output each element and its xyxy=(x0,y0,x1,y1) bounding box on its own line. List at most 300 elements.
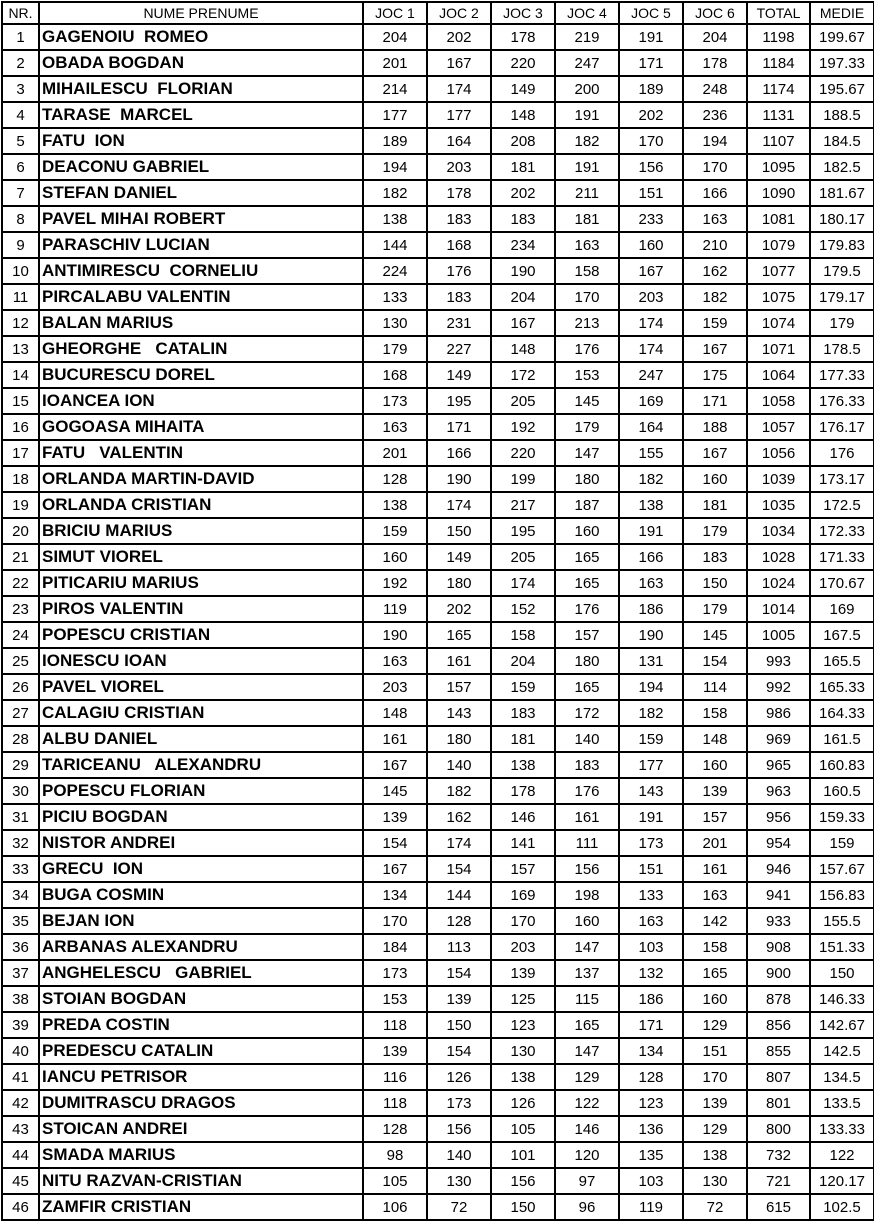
row-joc2-cell: 139 xyxy=(427,986,491,1012)
table-row xyxy=(2,908,874,934)
row-joc3-cell: 183 xyxy=(491,206,555,232)
row-name-cell: MIHAILESCU FLORIAN xyxy=(39,76,363,102)
row-joc1-cell: 173 xyxy=(363,960,427,986)
row-total-cell: 878 xyxy=(747,986,810,1012)
row-joc4-cell: 145 xyxy=(555,388,619,414)
row-joc5-cell: 163 xyxy=(619,570,683,596)
row-total-cell: 986 xyxy=(747,700,810,726)
row-joc5-cell: 164 xyxy=(619,414,683,440)
table-row xyxy=(2,388,874,414)
row-joc2-cell: 227 xyxy=(427,336,491,362)
row-medie-cell: 133.33 xyxy=(810,1116,874,1142)
row-joc3-cell: 183 xyxy=(491,700,555,726)
row-total-cell: 807 xyxy=(747,1064,810,1090)
row-total-cell: 1035 xyxy=(747,492,810,518)
row-joc3-cell: 178 xyxy=(491,778,555,804)
row-joc2-cell: 150 xyxy=(427,1012,491,1038)
row-joc1-cell: 139 xyxy=(363,804,427,830)
row-joc3-cell: 192 xyxy=(491,414,555,440)
row-name-cell: ARBANAS ALEXANDRU xyxy=(39,934,363,960)
row-joc6-cell: 158 xyxy=(683,700,747,726)
row-joc1-cell: 133 xyxy=(363,284,427,310)
row-name-cell: PAVEL VIOREL xyxy=(39,674,363,700)
row-total-cell: 1056 xyxy=(747,440,810,466)
table-row xyxy=(2,596,874,622)
row-total-cell: 856 xyxy=(747,1012,810,1038)
row-joc5-cell: 103 xyxy=(619,1168,683,1194)
row-joc6-cell: 188 xyxy=(683,414,747,440)
row-name-cell: GAGENOIU ROMEO xyxy=(39,24,363,50)
row-name-cell: PAVEL MIHAI ROBERT xyxy=(39,206,363,232)
row-joc6-cell: 170 xyxy=(683,154,747,180)
row-name-cell: GOGOASA MIHAITA xyxy=(39,414,363,440)
row-medie-cell: 180.17 xyxy=(810,206,874,232)
row-joc5-cell: 170 xyxy=(619,128,683,154)
row-joc5-cell: 167 xyxy=(619,258,683,284)
row-joc2-cell: 150 xyxy=(427,518,491,544)
row-name-cell: GRECU ION xyxy=(39,856,363,882)
row-total-cell: 969 xyxy=(747,726,810,752)
row-joc4-cell: 153 xyxy=(555,362,619,388)
row-joc2-cell: 130 xyxy=(427,1168,491,1194)
row-joc2-cell: 154 xyxy=(427,1038,491,1064)
row-total-cell: 1034 xyxy=(747,518,810,544)
row-joc4-cell: 137 xyxy=(555,960,619,986)
row-joc4-cell: 147 xyxy=(555,440,619,466)
row-nr-cell: 2 xyxy=(2,50,39,76)
row-joc3-cell: 170 xyxy=(491,908,555,934)
row-nr-cell: 37 xyxy=(2,960,39,986)
row-joc3-cell: 181 xyxy=(491,154,555,180)
row-joc2-cell: 202 xyxy=(427,596,491,622)
row-nr-cell: 15 xyxy=(2,388,39,414)
row-joc6-cell: 163 xyxy=(683,882,747,908)
row-nr-cell: 44 xyxy=(2,1142,39,1168)
row-joc4-cell: 180 xyxy=(555,466,619,492)
row-joc3-cell: 101 xyxy=(491,1142,555,1168)
row-medie-cell: 197.33 xyxy=(810,50,874,76)
row-joc2-cell: 126 xyxy=(427,1064,491,1090)
row-joc6-cell: 165 xyxy=(683,960,747,986)
row-joc2-cell: 143 xyxy=(427,700,491,726)
row-joc3-cell: 204 xyxy=(491,648,555,674)
row-joc6-cell: 178 xyxy=(683,50,747,76)
row-nr-cell: 32 xyxy=(2,830,39,856)
row-joc5-cell: 133 xyxy=(619,882,683,908)
row-joc4-cell: 160 xyxy=(555,908,619,934)
row-joc2-cell: 176 xyxy=(427,258,491,284)
row-joc2-cell: 231 xyxy=(427,310,491,336)
row-medie-cell: 177.33 xyxy=(810,362,874,388)
row-joc2-cell: 202 xyxy=(427,24,491,50)
row-nr-cell: 43 xyxy=(2,1116,39,1142)
table-row xyxy=(2,1116,874,1142)
row-joc1-cell: 189 xyxy=(363,128,427,154)
row-joc1-cell: 159 xyxy=(363,518,427,544)
row-joc5-cell: 155 xyxy=(619,440,683,466)
row-name-cell: BEJAN ION xyxy=(39,908,363,934)
row-joc3-cell: 141 xyxy=(491,830,555,856)
row-medie-cell: 156.83 xyxy=(810,882,874,908)
row-joc3-cell: 204 xyxy=(491,284,555,310)
row-medie-cell: 167.5 xyxy=(810,622,874,648)
row-joc2-cell: 183 xyxy=(427,206,491,232)
row-joc4-cell: 147 xyxy=(555,1038,619,1064)
row-joc6-cell: 148 xyxy=(683,726,747,752)
row-joc5-cell: 177 xyxy=(619,752,683,778)
table-row xyxy=(2,752,874,778)
row-joc2-cell: 173 xyxy=(427,1090,491,1116)
row-joc2-cell: 72 xyxy=(427,1194,491,1220)
row-joc5-cell: 103 xyxy=(619,934,683,960)
row-joc5-cell: 156 xyxy=(619,154,683,180)
table-row xyxy=(2,336,874,362)
row-name-cell: POPESCU FLORIAN xyxy=(39,778,363,804)
row-joc5-cell: 182 xyxy=(619,700,683,726)
row-joc2-cell: 144 xyxy=(427,882,491,908)
row-joc6-cell: 248 xyxy=(683,76,747,102)
row-joc4-cell: 157 xyxy=(555,622,619,648)
row-nr-cell: 26 xyxy=(2,674,39,700)
row-joc5-cell: 247 xyxy=(619,362,683,388)
row-joc6-cell: 159 xyxy=(683,310,747,336)
row-joc6-cell: 162 xyxy=(683,258,747,284)
row-name-cell: ZAMFIR CRISTIAN xyxy=(39,1194,363,1220)
row-name-cell: BALAN MARIUS xyxy=(39,310,363,336)
row-joc2-cell: 162 xyxy=(427,804,491,830)
row-medie-cell: 176.33 xyxy=(810,388,874,414)
row-joc3-cell: 199 xyxy=(491,466,555,492)
row-total-cell: 1024 xyxy=(747,570,810,596)
row-total-cell: 954 xyxy=(747,830,810,856)
row-joc1-cell: 161 xyxy=(363,726,427,752)
row-nr-cell: 14 xyxy=(2,362,39,388)
row-joc6-cell: 175 xyxy=(683,362,747,388)
row-joc3-cell: 149 xyxy=(491,76,555,102)
table-row xyxy=(2,960,874,986)
row-joc4-cell: 183 xyxy=(555,752,619,778)
row-joc6-cell: 130 xyxy=(683,1168,747,1194)
row-joc6-cell: 157 xyxy=(683,804,747,830)
row-joc1-cell: 118 xyxy=(363,1012,427,1038)
row-joc3-cell: 105 xyxy=(491,1116,555,1142)
row-joc4-cell: 160 xyxy=(555,518,619,544)
row-name-cell: BUGA COSMIN xyxy=(39,882,363,908)
row-joc6-cell: 167 xyxy=(683,336,747,362)
row-medie-cell: 165.33 xyxy=(810,674,874,700)
row-total-cell: 1081 xyxy=(747,206,810,232)
row-joc1-cell: 130 xyxy=(363,310,427,336)
row-joc1-cell: 184 xyxy=(363,934,427,960)
row-joc2-cell: 167 xyxy=(427,50,491,76)
table-row xyxy=(2,648,874,674)
row-joc1-cell: 128 xyxy=(363,1116,427,1142)
row-joc3-cell: 217 xyxy=(491,492,555,518)
row-joc5-cell: 203 xyxy=(619,284,683,310)
row-nr-cell: 33 xyxy=(2,856,39,882)
row-medie-cell: 170.67 xyxy=(810,570,874,596)
table-row xyxy=(2,1168,874,1194)
row-joc6-cell: 161 xyxy=(683,856,747,882)
table-row xyxy=(2,1064,874,1090)
row-medie-cell: 199.67 xyxy=(810,24,874,50)
row-joc2-cell: 113 xyxy=(427,934,491,960)
row-medie-cell: 164.33 xyxy=(810,700,874,726)
row-name-cell: FATU VALENTIN xyxy=(39,440,363,466)
row-joc6-cell: 160 xyxy=(683,752,747,778)
row-joc5-cell: 135 xyxy=(619,1142,683,1168)
row-joc3-cell: 167 xyxy=(491,310,555,336)
row-joc5-cell: 194 xyxy=(619,674,683,700)
table-row xyxy=(2,570,874,596)
row-joc1-cell: 194 xyxy=(363,154,427,180)
table-row xyxy=(2,440,874,466)
table-row xyxy=(2,102,874,128)
row-joc6-cell: 139 xyxy=(683,1090,747,1116)
row-total-cell: 800 xyxy=(747,1116,810,1142)
row-joc2-cell: 182 xyxy=(427,778,491,804)
row-joc4-cell: 165 xyxy=(555,570,619,596)
row-joc2-cell: 174 xyxy=(427,492,491,518)
row-joc2-cell: 203 xyxy=(427,154,491,180)
row-joc2-cell: 177 xyxy=(427,102,491,128)
header-joc3: JOC 3 xyxy=(491,2,555,24)
row-total-cell: 1058 xyxy=(747,388,810,414)
header-row xyxy=(2,2,874,24)
row-joc5-cell: 174 xyxy=(619,310,683,336)
header-nr: NR. xyxy=(2,2,39,24)
row-joc4-cell: 156 xyxy=(555,856,619,882)
row-name-cell: PITICARIU MARIUS xyxy=(39,570,363,596)
row-name-cell: PIRCALABU VALENTIN xyxy=(39,284,363,310)
row-joc3-cell: 220 xyxy=(491,50,555,76)
row-joc3-cell: 150 xyxy=(491,1194,555,1220)
row-joc5-cell: 143 xyxy=(619,778,683,804)
row-medie-cell: 122 xyxy=(810,1142,874,1168)
header-joc2: JOC 2 xyxy=(427,2,491,24)
row-medie-cell: 176 xyxy=(810,440,874,466)
row-joc1-cell: 118 xyxy=(363,1090,427,1116)
row-medie-cell: 172.5 xyxy=(810,492,874,518)
row-joc4-cell: 165 xyxy=(555,544,619,570)
row-nr-cell: 38 xyxy=(2,986,39,1012)
row-nr-cell: 39 xyxy=(2,1012,39,1038)
row-joc2-cell: 171 xyxy=(427,414,491,440)
row-joc2-cell: 178 xyxy=(427,180,491,206)
row-joc3-cell: 178 xyxy=(491,24,555,50)
row-joc5-cell: 159 xyxy=(619,726,683,752)
table-header xyxy=(2,2,874,24)
table-row xyxy=(2,856,874,882)
row-joc1-cell: 204 xyxy=(363,24,427,50)
row-joc2-cell: 183 xyxy=(427,284,491,310)
table-row xyxy=(2,154,874,180)
row-joc5-cell: 191 xyxy=(619,24,683,50)
row-joc3-cell: 205 xyxy=(491,544,555,570)
row-joc3-cell: 123 xyxy=(491,1012,555,1038)
row-joc4-cell: 176 xyxy=(555,778,619,804)
row-nr-cell: 35 xyxy=(2,908,39,934)
row-joc5-cell: 174 xyxy=(619,336,683,362)
row-nr-cell: 17 xyxy=(2,440,39,466)
row-joc2-cell: 149 xyxy=(427,544,491,570)
row-joc4-cell: 163 xyxy=(555,232,619,258)
row-medie-cell: 179.17 xyxy=(810,284,874,310)
row-total-cell: 1005 xyxy=(747,622,810,648)
row-name-cell: SIMUT VIOREL xyxy=(39,544,363,570)
row-joc1-cell: 160 xyxy=(363,544,427,570)
row-total-cell: 1131 xyxy=(747,102,810,128)
row-name-cell: POPESCU CRISTIAN xyxy=(39,622,363,648)
table-row xyxy=(2,258,874,284)
row-joc3-cell: 158 xyxy=(491,622,555,648)
row-nr-cell: 5 xyxy=(2,128,39,154)
row-total-cell: 956 xyxy=(747,804,810,830)
row-total-cell: 900 xyxy=(747,960,810,986)
row-joc3-cell: 174 xyxy=(491,570,555,596)
row-name-cell: STOIAN BOGDAN xyxy=(39,986,363,1012)
row-joc5-cell: 151 xyxy=(619,856,683,882)
row-joc1-cell: 167 xyxy=(363,752,427,778)
row-joc1-cell: 201 xyxy=(363,440,427,466)
row-name-cell: IANCU PETRISOR xyxy=(39,1064,363,1090)
row-joc4-cell: 219 xyxy=(555,24,619,50)
row-nr-cell: 20 xyxy=(2,518,39,544)
row-joc4-cell: 187 xyxy=(555,492,619,518)
row-joc6-cell: 139 xyxy=(683,778,747,804)
row-joc6-cell: 160 xyxy=(683,986,747,1012)
row-joc5-cell: 166 xyxy=(619,544,683,570)
row-joc3-cell: 159 xyxy=(491,674,555,700)
row-joc1-cell: 128 xyxy=(363,466,427,492)
table-row xyxy=(2,180,874,206)
table-row xyxy=(2,310,874,336)
row-name-cell: ALBU DANIEL xyxy=(39,726,363,752)
row-joc4-cell: 165 xyxy=(555,1012,619,1038)
row-joc1-cell: 173 xyxy=(363,388,427,414)
row-joc2-cell: 174 xyxy=(427,830,491,856)
table-row xyxy=(2,622,874,648)
row-joc1-cell: 138 xyxy=(363,206,427,232)
row-joc5-cell: 163 xyxy=(619,908,683,934)
row-joc2-cell: 180 xyxy=(427,570,491,596)
row-name-cell: DUMITRASCU DRAGOS xyxy=(39,1090,363,1116)
row-joc5-cell: 186 xyxy=(619,986,683,1012)
row-medie-cell: 182.5 xyxy=(810,154,874,180)
row-joc1-cell: 134 xyxy=(363,882,427,908)
table-row xyxy=(2,206,874,232)
row-joc5-cell: 134 xyxy=(619,1038,683,1064)
row-joc6-cell: 142 xyxy=(683,908,747,934)
row-medie-cell: 142.67 xyxy=(810,1012,874,1038)
row-name-cell: ANTIMIRESCU CORNELIU xyxy=(39,258,363,284)
table-row xyxy=(2,128,874,154)
table-row xyxy=(2,414,874,440)
row-joc6-cell: 114 xyxy=(683,674,747,700)
row-joc3-cell: 220 xyxy=(491,440,555,466)
row-joc6-cell: 163 xyxy=(683,206,747,232)
row-joc4-cell: 165 xyxy=(555,674,619,700)
table-row xyxy=(2,726,874,752)
row-joc4-cell: 146 xyxy=(555,1116,619,1142)
row-joc3-cell: 203 xyxy=(491,934,555,960)
row-nr-cell: 19 xyxy=(2,492,39,518)
row-joc3-cell: 152 xyxy=(491,596,555,622)
row-medie-cell: 134.5 xyxy=(810,1064,874,1090)
row-joc6-cell: 179 xyxy=(683,596,747,622)
row-total-cell: 615 xyxy=(747,1194,810,1220)
row-medie-cell: 188.5 xyxy=(810,102,874,128)
row-joc5-cell: 191 xyxy=(619,518,683,544)
row-name-cell: NISTOR ANDREI xyxy=(39,830,363,856)
row-joc5-cell: 132 xyxy=(619,960,683,986)
row-joc1-cell: 177 xyxy=(363,102,427,128)
row-total-cell: 1057 xyxy=(747,414,810,440)
header-joc4: JOC 4 xyxy=(555,2,619,24)
row-nr-cell: 12 xyxy=(2,310,39,336)
row-total-cell: 933 xyxy=(747,908,810,934)
row-nr-cell: 3 xyxy=(2,76,39,102)
row-joc3-cell: 138 xyxy=(491,1064,555,1090)
row-nr-cell: 11 xyxy=(2,284,39,310)
row-nr-cell: 41 xyxy=(2,1064,39,1090)
row-total-cell: 1071 xyxy=(747,336,810,362)
row-name-cell: PIROS VALENTIN xyxy=(39,596,363,622)
row-joc3-cell: 205 xyxy=(491,388,555,414)
table-row xyxy=(2,1090,874,1116)
row-medie-cell: 173.17 xyxy=(810,466,874,492)
row-joc3-cell: 146 xyxy=(491,804,555,830)
row-joc6-cell: 160 xyxy=(683,466,747,492)
row-total-cell: 1074 xyxy=(747,310,810,336)
row-joc6-cell: 150 xyxy=(683,570,747,596)
row-name-cell: BUCURESCU DOREL xyxy=(39,362,363,388)
row-joc3-cell: 202 xyxy=(491,180,555,206)
row-nr-cell: 28 xyxy=(2,726,39,752)
row-joc3-cell: 148 xyxy=(491,102,555,128)
row-medie-cell: 160.83 xyxy=(810,752,874,778)
row-name-cell: IONESCU IOAN xyxy=(39,648,363,674)
row-nr-cell: 18 xyxy=(2,466,39,492)
row-name-cell: CALAGIU CRISTIAN xyxy=(39,700,363,726)
table-row xyxy=(2,700,874,726)
row-total-cell: 1095 xyxy=(747,154,810,180)
row-total-cell: 855 xyxy=(747,1038,810,1064)
row-joc5-cell: 182 xyxy=(619,466,683,492)
row-joc1-cell: 144 xyxy=(363,232,427,258)
row-joc3-cell: 172 xyxy=(491,362,555,388)
row-joc1-cell: 179 xyxy=(363,336,427,362)
row-name-cell: PREDESCU CATALIN xyxy=(39,1038,363,1064)
row-joc5-cell: 136 xyxy=(619,1116,683,1142)
row-joc1-cell: 182 xyxy=(363,180,427,206)
table-row xyxy=(2,466,874,492)
row-joc1-cell: 138 xyxy=(363,492,427,518)
row-name-cell: PICIU BOGDAN xyxy=(39,804,363,830)
row-medie-cell: 159.33 xyxy=(810,804,874,830)
row-total-cell: 1075 xyxy=(747,284,810,310)
row-nr-cell: 40 xyxy=(2,1038,39,1064)
row-joc2-cell: 168 xyxy=(427,232,491,258)
row-joc1-cell: 163 xyxy=(363,414,427,440)
row-total-cell: 1184 xyxy=(747,50,810,76)
row-joc4-cell: 140 xyxy=(555,726,619,752)
row-joc1-cell: 170 xyxy=(363,908,427,934)
row-nr-cell: 8 xyxy=(2,206,39,232)
row-joc5-cell: 233 xyxy=(619,206,683,232)
row-nr-cell: 22 xyxy=(2,570,39,596)
row-medie-cell: 179.5 xyxy=(810,258,874,284)
